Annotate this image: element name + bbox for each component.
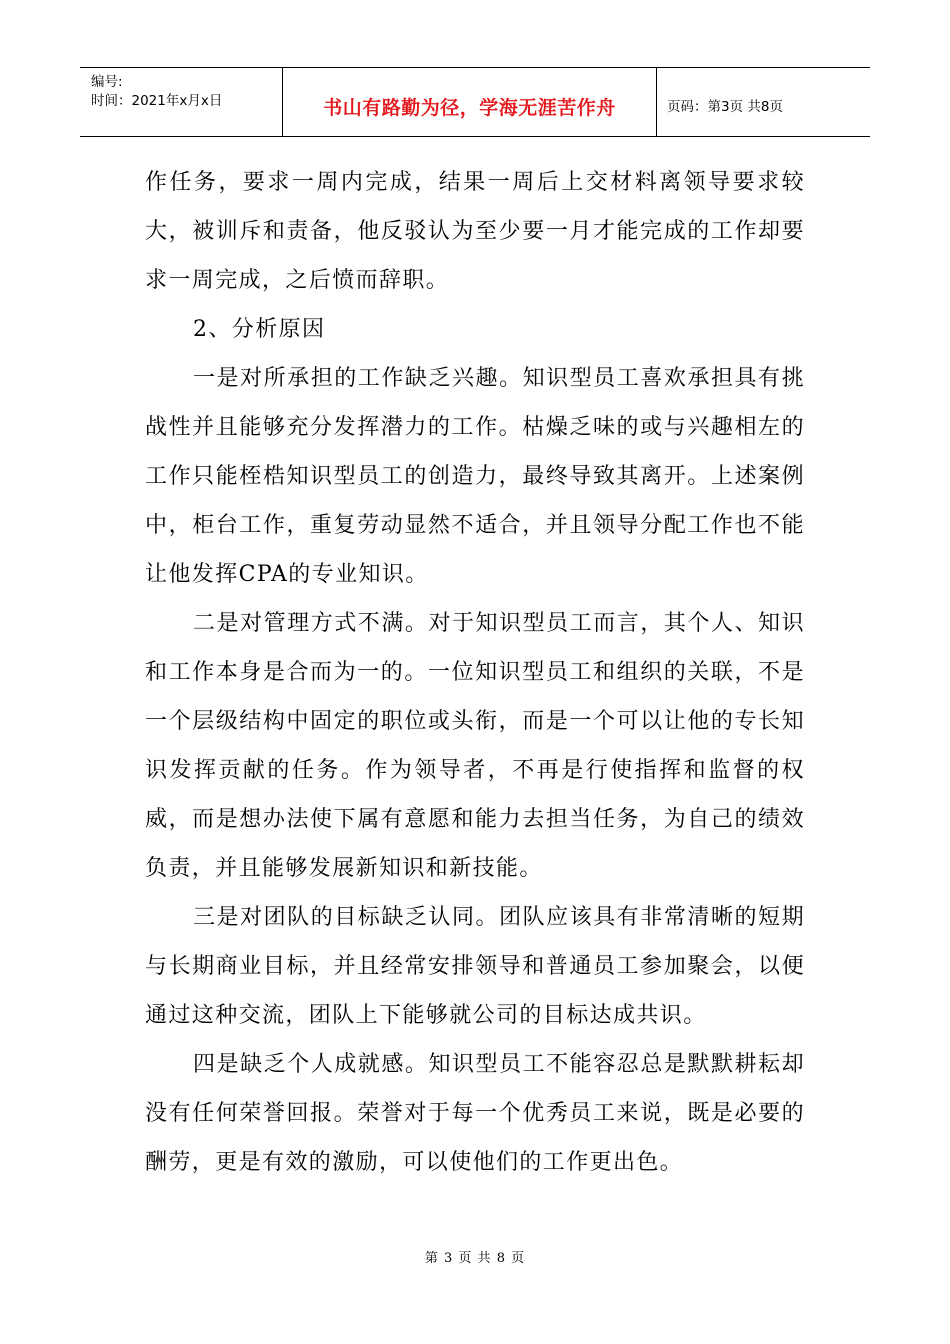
- header-page-info: 页码：第3页 共8页: [667, 99, 783, 115]
- paragraph: 三是对团队的目标缺乏认同。团队应该具有非常清晰的短期与长期商业目标，并且经常安排领导和普通员工参加聚会，以便通过这种交流，团队上下能够就公司的目标达成共识。: [145, 905, 805, 1028]
- header-motto: 书山有路勤为径，学海无涯苦作舟: [323, 96, 616, 119]
- paragraph: 一是对所承担的工作缺乏兴趣。知识型员工喜欢承担具有挑战性并且能够充分发挥潜力的工作。枯燥乏味的或与兴趣相左的工作只能桎梏知识型员工的创造力，最终导致其离开。上述案例中，柜台工作，重复劳动显然不适合，并且领导分配工作也不能让他发挥CPA的专业知识。: [145, 366, 805, 587]
- page-footer: 第 3 页 共 8 页: [424, 1251, 526, 1266]
- header-motto-cell: [283, 68, 657, 136]
- date-label: 时间：2021年x月x日: [91, 93, 223, 109]
- paragraph-continuation: 作任务，要求一周内完成，结果一周后上交材料离领导要求较大，被训斥和责备，他反驳认为至少要一月才能完成的工作却要求一周完成，之后愤而辞职。: [145, 170, 805, 293]
- document-body: [145, 158, 805, 1187]
- paragraph: 二是对管理方式不满。对于知识型员工而言，其个人、知识和工作本身是合而为一的。一位知识型员工和组织的关联，不是一个层级结构中固定的职位或头衔，而是一个可以让他的专长知识发挥贡献的任务。作为领导者，不再是行使指挥和监督的权威，而是想办法使下属有意愿和能力去担当任务，为自己的绩效负责，并且能够发展新知识和新技能。: [145, 611, 805, 881]
- page-header: [80, 67, 870, 137]
- section-heading: 2、分析原因: [193, 317, 326, 342]
- header-meta: [80, 68, 283, 136]
- serial-number-label: 编号:: [91, 74, 123, 90]
- paragraph: 四是缺乏个人成就感。知识型员工不能容忍总是默默耕耘却没有任何荣誉回报。荣誉对于每一个优秀员工来说，既是必要的酬劳，更是有效的激励，可以使他们的工作更出色。: [145, 1052, 805, 1175]
